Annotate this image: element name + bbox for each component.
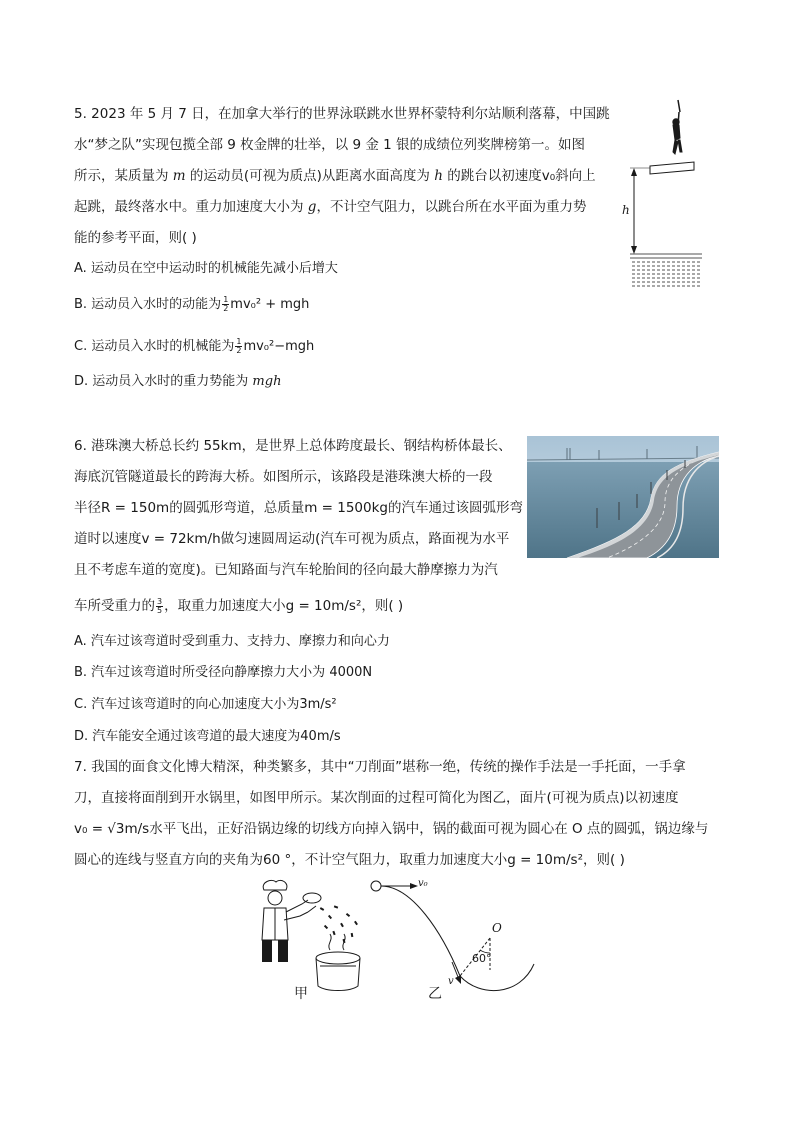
label-60-degrees: 60° <box>472 952 492 965</box>
arrow-right-icon <box>410 883 418 889</box>
water-surface <box>630 254 702 286</box>
q7-line-3: v₀ = √3m/s水平飞出，正好沿锅边缘的切线方向掉入锅中，锅的截面可视为圆心在 O 点的圆弧，锅边缘与 <box>74 821 709 837</box>
q5-line-1: 5. 2023 年 5 月 7 日，在加拿大举行的世界泳联跳水世界杯蒙特利尔站顺利落幕，中国跳 <box>74 106 610 122</box>
label-o: O <box>492 921 502 935</box>
q6-line-1: 6. 港珠澳大桥总长约 55km，是世界上总体跨度最长、钢结构桥体最长、 <box>74 438 512 454</box>
label-v0: v₀ <box>418 878 428 889</box>
platform-shape <box>650 162 694 174</box>
arrow-up-icon <box>631 168 637 176</box>
bridge-photo <box>527 436 719 558</box>
q5-line-5: 能的参考平面，则( ) <box>74 230 197 246</box>
q6-line-4: 道时以速度v = 72km/h做匀速圆周运动(汽车可视为质点，路面视为水平 <box>74 531 510 547</box>
q6-line-3: 半径R = 150m的圆弧形弯道，总质量m = 1500kg的汽车通过该圆弧形弯 <box>74 500 523 516</box>
fraction-three-fifths: $\frac{3}{5}$ <box>157 596 163 615</box>
q5-line-2: 水“梦之队”实现包揽全部 9 枚金牌的壮举，以 9 金 1 银的成绩位列奖牌榜第一。如图 <box>74 137 586 153</box>
diver-icon <box>673 100 682 154</box>
label-v: v <box>448 976 454 987</box>
diver-platform-figure <box>612 98 704 292</box>
height-label-h: h <box>622 203 630 217</box>
q6-option-b: B. 汽车过该弯道时所受径向静摩擦力大小为 4000N <box>74 665 373 680</box>
q6-line-5: 且不考虑车道的宽度)。已知路面与汽车轮胎间的径向最大静摩擦力为汽 <box>74 562 498 578</box>
q7-line-4: 圆心的连线与竖直方向的夹角为60 °，不计空气阻力，取重力加速度大小g = 10m/s²，则( ) <box>74 852 625 868</box>
q6-line-2: 海底沉管隧道最长的跨海大桥。如图所示，该路段是港珠澳大桥的一段 <box>74 469 493 485</box>
q7-line-2: 刀，直接将面削到开水锅里，如图甲所示。某次削面的过程可简化为图乙，面片(可视为质点)以初速度 <box>74 790 679 806</box>
q6-option-d: D. 汽车能安全通过该弯道的最大速度为40m/s <box>74 729 341 744</box>
fraction-one-half: $\frac{1}{2}$ <box>223 295 229 313</box>
q5-option-a: A. 运动员在空中运动时的机械能先减小后增大 <box>74 261 338 276</box>
q6-option-a: A. 汽车过该弯道时受到重力、支持力、摩擦力和向心力 <box>74 634 390 649</box>
fraction-one-half: $\frac{1}{2}$ <box>236 337 242 355</box>
figure-label-jia: 甲 <box>294 986 308 1002</box>
parabola-path <box>381 886 460 976</box>
trajectory-figure-yi <box>362 872 562 996</box>
noodle-particle <box>371 881 381 891</box>
q7-line-1: 7. 我国的面食文化博大精深，种类繁多，其中“刀削面”堪称一绝，传统的操作手法是一手托面，一手拿 <box>74 759 686 775</box>
figure-label-yi: 乙 <box>428 986 442 1002</box>
q6-option-c: C. 汽车过该弯道时的向心加速度大小为3m/s² <box>74 697 337 712</box>
q5-line-3: 所示，某质量为 m 的运动员(可视为质点)从距离水面高度为 h 的跳台以初速度v₀斜向上 <box>74 168 596 184</box>
arrow-down-icon <box>631 246 637 254</box>
q5-option-b: B. 运动员入水时的动能为 $\frac{1}{2}$ mv₀² + mgh <box>74 295 310 313</box>
q5-option-c: C. 运动员入水时的机械能为 $\frac{1}{2}$ mv₀²−mgh <box>74 337 315 355</box>
q6-line-6: 车所受重力的 $\frac{3}{5}$ ，取重力加速度大小g = 10m/s²，则( ) <box>74 596 404 615</box>
q5-line-4: 起跳，最终落水中。重力加速度大小为 g，不计空气阻力，以跳台所在水平面为重力势 <box>74 199 587 215</box>
q5-option-d: D. 运动员入水时的重力势能为 mgh <box>74 374 282 389</box>
pot-arc <box>460 964 534 991</box>
